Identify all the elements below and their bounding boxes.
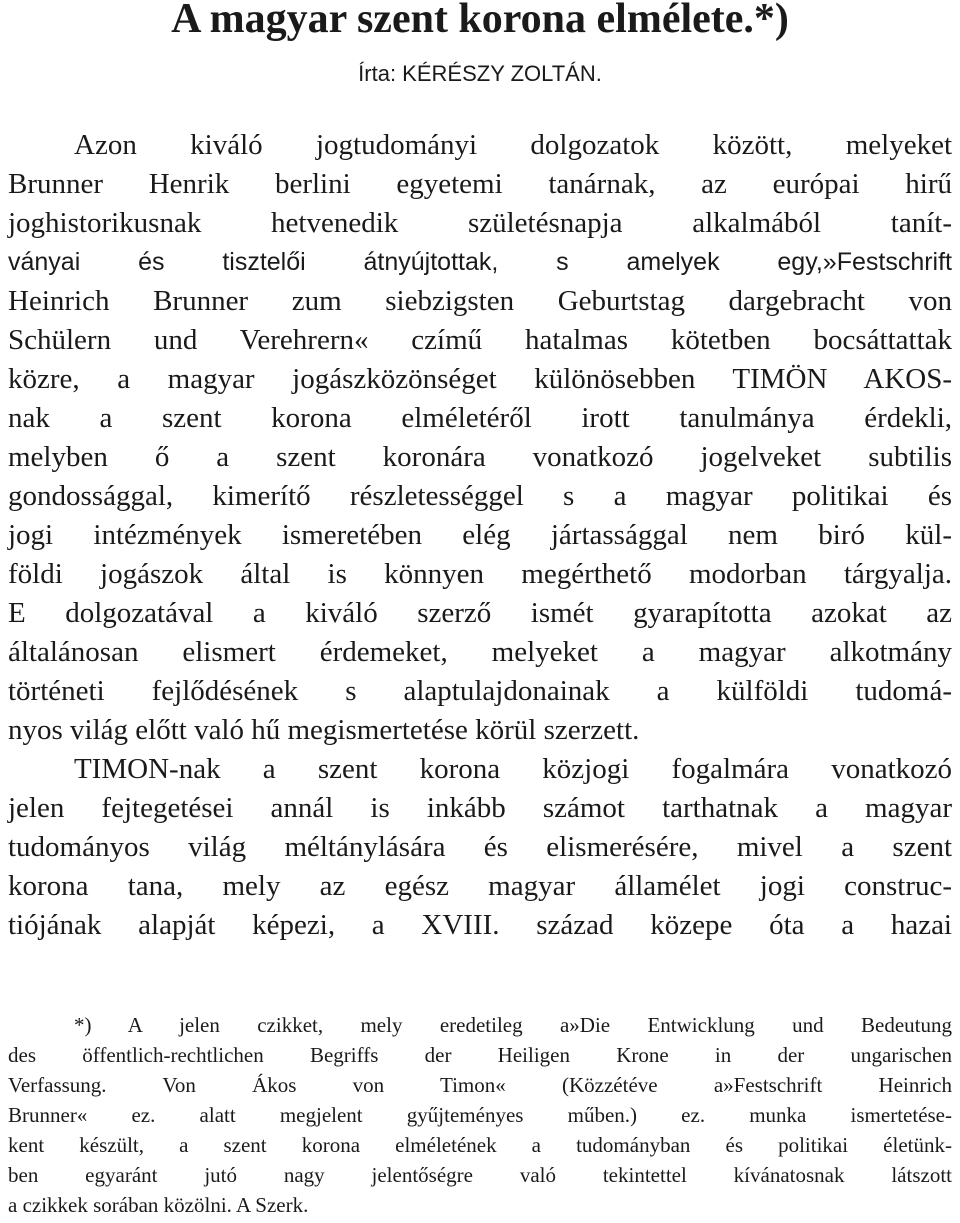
body-line: Schülern und Verehrern« czímű hatalmas kötetben bocsáttattak — [8, 324, 952, 356]
body-line: Heinrich Brunner zum siebzigsten Geburtstag dargebracht von — [8, 285, 952, 317]
body-line: E dolgozatával a kiváló szerző ismét gyarapította azokat az — [8, 597, 952, 629]
footnote-line: des öffentlich-rechtlichen Begriffs der Heiligen Krone in der ungarischen — [8, 1043, 952, 1067]
footnote-line: ben egyaránt jutó nagy jelentőségre való tekintettel kívánatosnak látszott — [8, 1163, 952, 1187]
body-line: történeti fejlődésének s alaptulajdonainak a külföldi tudomá- — [8, 675, 952, 707]
body-line: Azon kiváló jogtudományi dolgozatok között, melyeket — [74, 129, 952, 161]
body-line: nyos világ előtt való hű megismertetése körül szerzett. — [8, 714, 640, 746]
body-line: földi jogászok által is könnyen megérthető modorban tárgyalja. — [8, 558, 952, 590]
body-line: ványai és tisztelői átnyújtottak, s amelyek egy,»Festschrift — [8, 248, 952, 276]
footnote-line: Brunner« ez. alatt megjelent gyűjteményes műben.) ez. munka ismertetése- — [8, 1103, 952, 1127]
footnote-line: kent készült, a szent korona elméletének a tudományban és politikai életünk- — [8, 1133, 952, 1157]
body-line: TIMON-nak a szent korona közjogi fogalmára vonatkozó — [74, 753, 952, 785]
article-title: A magyar szent korona elmélete.*) — [171, 0, 789, 42]
body-line: általánosan elismert érdemeket, melyeket a magyar alkotmány — [8, 636, 952, 668]
body-line: joghistorikusnak hetvenedik születésnapja alkalmából tanít- — [8, 207, 952, 239]
body-line: tudományos világ méltánylására és elismerésére, mivel a szent — [8, 831, 952, 863]
body-line: korona tana, mely az egész magyar államélet jogi construc- — [8, 870, 952, 902]
body-line: melyben ő a szent koronára vonatkozó jogelveket subtilis — [8, 441, 952, 473]
body-line: jelen fejtegetései annál is inkább számot tarthatnak a magyar — [8, 792, 952, 824]
footnote-line: a czikkek sorában közölni. A Szerk. — [8, 1193, 309, 1217]
author-byline: Írta: KÉRÉSZY ZOLTÁN. — [358, 61, 602, 86]
body-line: tiójának alapját képezi, a XVIII. század közepe óta a hazai — [8, 909, 952, 941]
body-line: közre, a magyar jogászközönséget különösebben TIMÖN AKOS- — [8, 363, 952, 395]
body-line: Brunner Henrik berlini egyetemi tanárnak, az európai hirű — [8, 168, 952, 200]
footnote-line: Verfassung. Von Ákos von Timon« (Közzétéve a»Festschrift Heinrich — [8, 1073, 952, 1097]
body-line: gondossággal, kimerítő részletességgel s a magyar politikai és — [8, 480, 952, 512]
body-line: nak a szent korona elméletéről irott tanulmánya érdekli, — [8, 402, 952, 434]
body-line: jogi intézmények ismeretében elég jártassággal nem biró kül- — [8, 519, 952, 551]
footnote-line: *) A jelen czikket, mely eredetileg a»Die Entwicklung und Bedeutung — [74, 1013, 952, 1037]
